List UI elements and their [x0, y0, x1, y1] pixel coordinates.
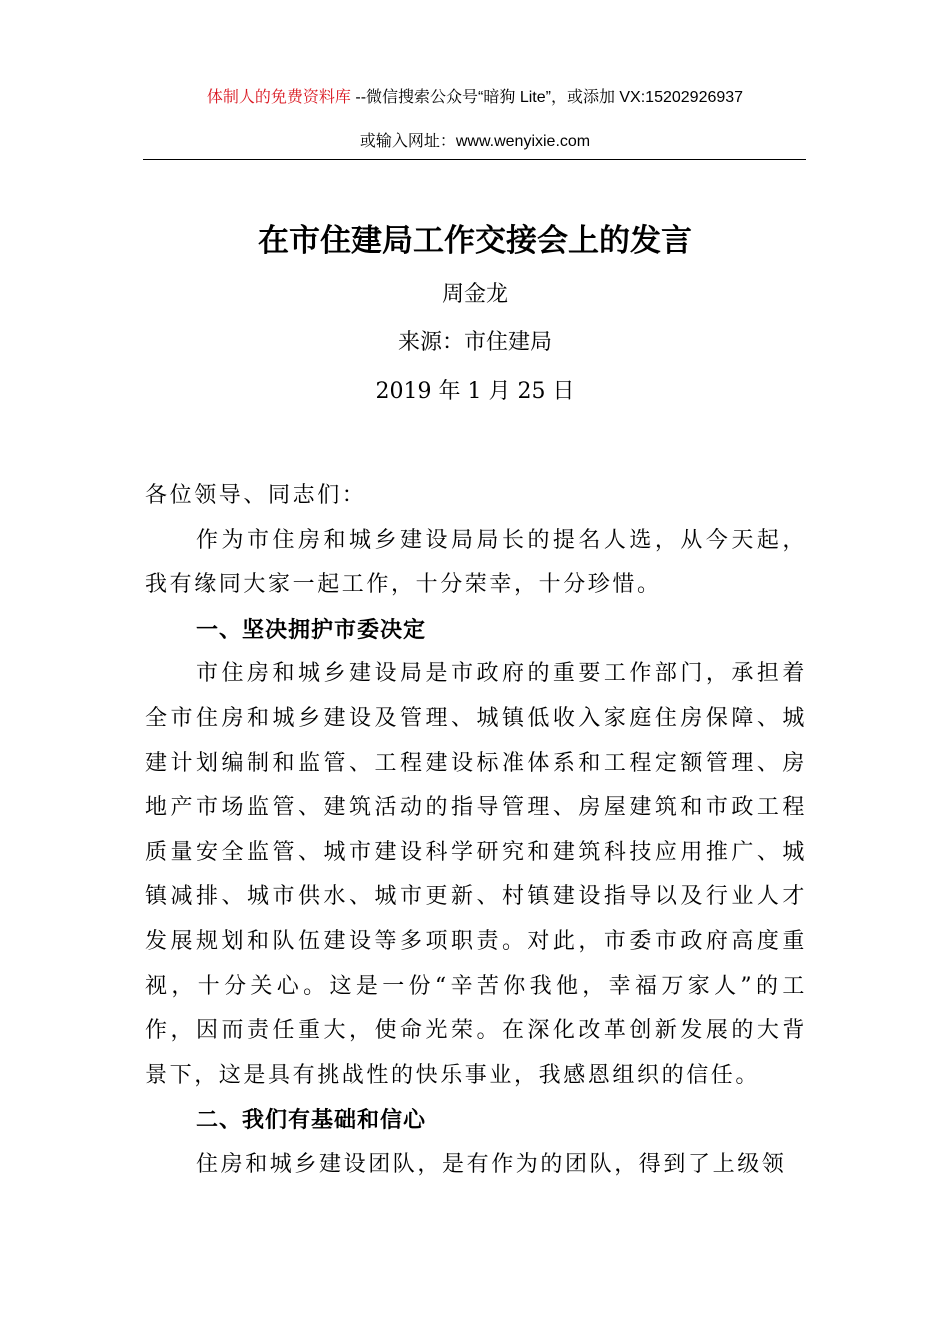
banner-contact: --微信搜索公众号“暗狗 Lite”，或添加 VX:15202926937	[350, 89, 744, 106]
intro-paragraph: 作为市住房和城乡建设局局长的提名人选，从今天起，我有缘同大家一起工作，十分荣幸，十分珍惜。	[145, 527, 807, 598]
banner-brand: 体制人的免费资料库	[206, 89, 351, 106]
header-divider	[143, 159, 806, 160]
document-author: 周金龙	[441, 282, 508, 307]
banner-website: 或输入网址：www.wenyixie.com	[359, 133, 591, 150]
section-1-heading: 一、坚决拥护市委决定	[196, 616, 427, 642]
salutation: 各位领导、同志们：	[145, 483, 367, 508]
document-body	[145, 474, 807, 1188]
section-2-paragraph: 住房和城乡建设团队，是有作为的团队，得到了上级领	[196, 1151, 787, 1177]
document-source: 来源：市住建局	[397, 330, 552, 355]
section-1-paragraph: 市住房和城乡建设局是市政府的重要工作部门，承担着全市住房和城乡建设及管理、城镇低收入家庭住房保障、城建计划编制和监管、工程建设标准体系和工程定额管理、房地产市场监管、建筑活动的指导管理、房屋建筑和市政工程质量安全监管、城市建设科学研究和建筑科技应用推广、城镇减排、城市供水、城市更新、村镇建设指导以及行业人才发展规划和队伍建设等多项职责。对此，市委市政府高度重视，十分关心。这是一份“辛苦你我他，幸福万家人”的工作，因而责任重大，使命光荣。在深化改革创新发展的大背景下，这是具有挑战性的快乐事业，我感恩组织的信任。	[145, 661, 807, 1088]
section-2-heading: 二、我们有基础和信心	[196, 1107, 427, 1133]
banner-line-1	[0, 86, 950, 110]
document-date: 2019 年 1 月 25 日	[375, 379, 575, 404]
document-title: 在市住建局工作交接会上的发言	[258, 223, 692, 259]
